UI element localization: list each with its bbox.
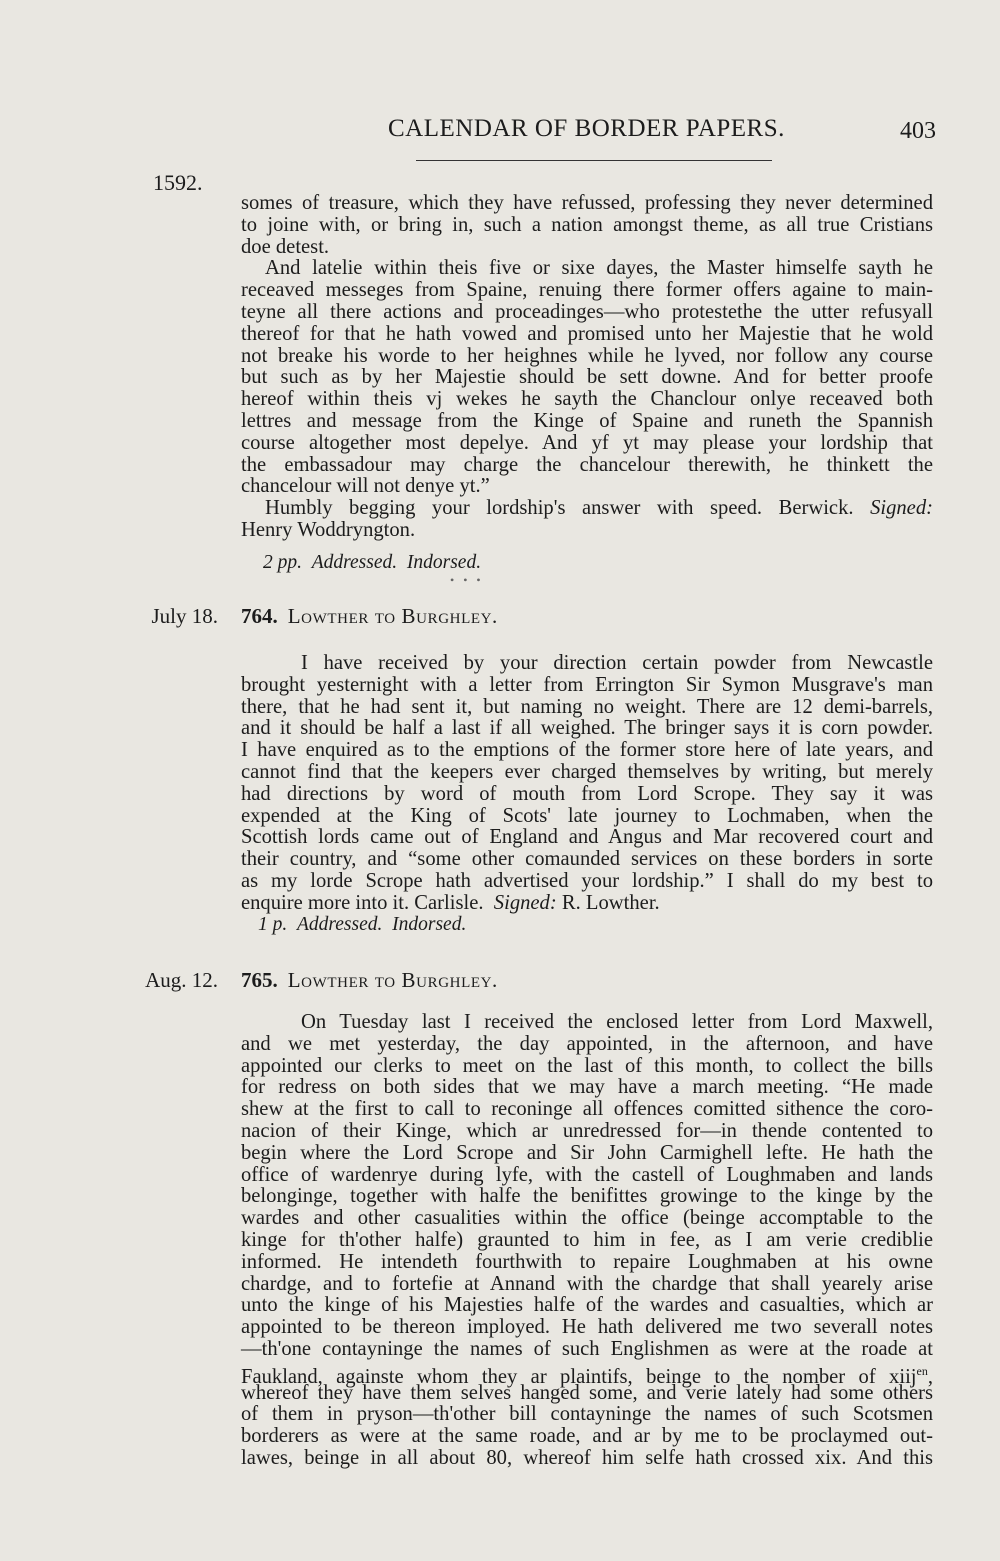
text-line: wardes and other casualities within the office (beinge accomptable to the [241, 1207, 933, 1230]
text-line: I have enquired as to the emptions of the former store here of late years, and [241, 739, 933, 762]
signed-label: Signed: [493, 891, 557, 914]
text-line: of them in pryson—th'other bill contayninge the names of such Scotsmen [241, 1403, 933, 1426]
text-line: lawes, beinge in all about 80, whereof him selfe hath crossed xix. And this [241, 1446, 933, 1469]
page-count: 1 p. [258, 914, 288, 935]
text-line: doe detest. [241, 235, 330, 258]
separator-ornament: • • • [450, 573, 484, 587]
text-line: but such as by her Majestie should be sett downe. And for better proofe [241, 366, 933, 389]
addressed-note: Addressed. [311, 552, 398, 573]
entry-title: Lowther to Burghley. [287, 968, 498, 992]
text-line: kinge for th'other halfe) graunted to him in fee, as I am verie crediblie [241, 1228, 933, 1251]
page-number: 403 [900, 118, 936, 144]
text-line: expended at the King of Scots' late journey to Lochmaben, when the [241, 804, 933, 827]
text-line: there, that he had sent it, but naming no weight. There are 12 demi-barrels, [241, 695, 933, 718]
text-line: to joine with, or bring in, such a nation amongst theme, as all true Cristians [241, 213, 933, 236]
entry-765-heading [241, 968, 498, 993]
entry-765-text [241, 1012, 933, 1470]
closing-line [241, 893, 933, 915]
text-line: not breake his worde to her heighnes while he lyved, nor follow any course [241, 344, 933, 367]
margin-year: 1592. [153, 170, 203, 195]
continuation-text [241, 193, 933, 542]
signature: R. Lowther. [561, 891, 660, 914]
text-line: chancelour will not denye yt.” [241, 475, 490, 498]
text-line: and we met yesterday, the day appointed, in the afternoon, and have [241, 1032, 933, 1055]
closing-text: enquire more into it. Carlisle. [241, 891, 484, 914]
superscript: en [916, 1363, 928, 1378]
document-description [258, 914, 466, 936]
text-line: had directions by word of mouth from Lord Scrope. They say it was [241, 782, 933, 805]
text-line: And latelie within theis five or sixe dayes, the Master himselfe sayth he [265, 257, 933, 280]
closing-line [241, 498, 933, 520]
text-line: for redress on both sides that we may have a march meeting. “He made [241, 1076, 933, 1099]
text-line: as my lorde Scrope hath advertised your lordship.” I shall do my best to [241, 869, 933, 892]
entry-764-heading [241, 604, 498, 629]
text-line: shew at the first to call to reconinge all offences comitted sithence the coro- [241, 1098, 933, 1121]
text-line: belonginge, together with halfe the benifittes growinge to the kinge by the [241, 1185, 933, 1208]
document-description [263, 552, 481, 574]
signature: Henry Woddryngton. [241, 518, 416, 541]
text-line: appointed to be thereon imployed. He hath delivered me two severall notes [241, 1316, 933, 1339]
text-line: appointed our clerks to meet on the last of this month, to collect the bills [241, 1054, 933, 1077]
signed-label: Signed: [870, 497, 933, 520]
text-line: office of wardenrye during lyfe, with the castell of Loughmaben and lands [241, 1163, 933, 1186]
entry-number: 765. [241, 968, 278, 992]
indorsed-note: Indorsed. [406, 552, 482, 573]
header-rule [416, 160, 772, 161]
text-line: hereof within theis vj wekes he sayth the Chanclour onlye receaved both [241, 388, 933, 411]
entry-title: Lowther to Burghley. [287, 604, 498, 628]
text-line: course altogether most depelye. And yf yt may please your lordship that [241, 431, 933, 454]
text-line: teyne all there actions and proceadinges—who protestethe the utter refusyall [241, 300, 933, 323]
text-line: Scottish lords came out of England and Angus and Mar recovered court and [241, 826, 933, 849]
page-count: 2 pp. [263, 552, 302, 573]
text-line: their country, and “some other comaunded services on these borders in sorte [241, 848, 933, 871]
entry-764-date: July 18. [151, 604, 218, 628]
text-line: brought yesternight with a letter from Errington Sir Symon Musgrave's man [241, 673, 933, 696]
text-line: —th'one contayninge the names of such Englishmen as were at the roade at [241, 1337, 933, 1360]
line-text: Faukland, againste whom they ar plaintifs, beinge to the nomber of xiij [241, 1365, 917, 1388]
text-line: informed. He intendeth fourthwith to repaire Loughmaben at his owne [241, 1250, 933, 1273]
text-line: and it should be half a last if all weighed. The bringer says it is corn powder. [241, 717, 933, 740]
text-line: begin where the Lord Scrope and Sir John Carmighell lefte. He hath the [241, 1141, 933, 1164]
text-line: I have received by your direction certain powder from Newcastle [301, 652, 933, 674]
text-line: thereof for that he hath vowed and promised unto her Majestie that he wold [241, 322, 933, 345]
text-line: cannot find that the keepers ever charged themselves by writing, but merely [241, 760, 933, 783]
text-line: the embassadour may charge the chancelour therewith, he thinkett the [241, 453, 933, 476]
text-line: whereof they have them selves hanged some, and verie lately had some others [241, 1381, 933, 1404]
entry-765-date: Aug. 12. [145, 968, 218, 992]
entry-764-text [241, 653, 933, 915]
text-line: nacion of their Kinge, which ar unredressed for—in thende contented to [241, 1119, 933, 1142]
text-line: lettres and message from the Kinge of Spaine and runeth the Spannish [241, 409, 933, 432]
text-line: borderers as were at the same roade, and ar by me to be proclaymed out- [241, 1425, 933, 1448]
entry-number: 764. [241, 604, 278, 628]
text-line: On Tuesday last I received the enclosed letter from Lord Maxwell, [301, 1011, 933, 1033]
text-line: receaved messeges from Spaine, renuing there former offers againe to main- [241, 279, 933, 302]
text-line: chardge, and to fortefie at Annand with the chardge that shall yearely arise [241, 1272, 933, 1295]
text-line: Faukland, againste whom they ar plaintifs, beinge to the nomber of xiij$^{en}$, [241, 1363, 933, 1388]
indorsed-note: Indorsed. [392, 914, 467, 935]
addressed-note: Addressed. [297, 914, 383, 935]
running-header-title: CALENDAR OF BORDER PAPERS. [388, 115, 785, 142]
text-line: somes of treasure, which they have refussed, professing they never determined [241, 192, 933, 214]
text-line: unto the kinge of his Majesties halfe of the wardes and casualties, which ar [241, 1294, 933, 1317]
closing-text: Humbly begging your lordship's answer with speed. Berwick. [265, 497, 854, 520]
